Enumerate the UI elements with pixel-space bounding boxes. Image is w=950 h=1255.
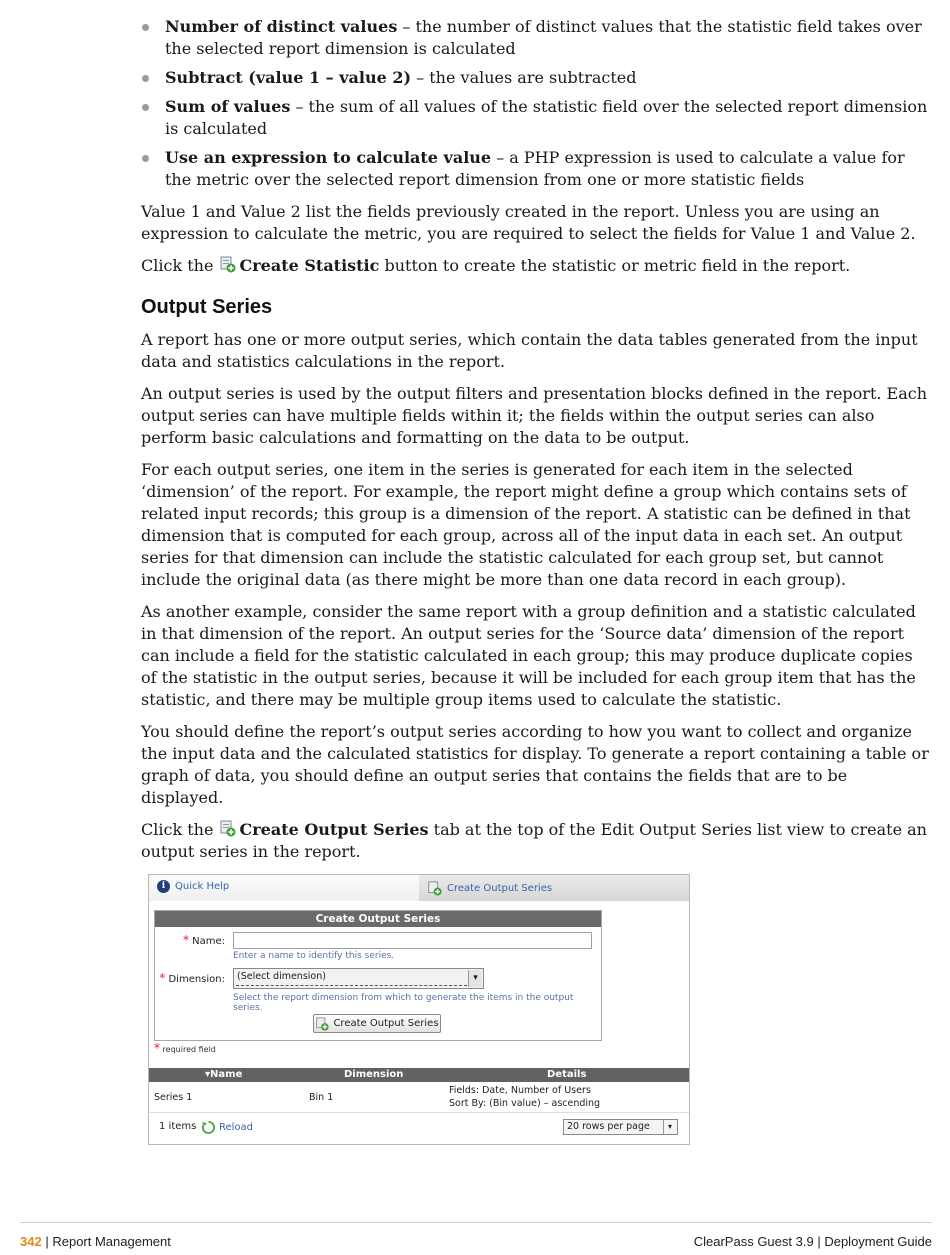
cell-details-sort: Sort By: (Bin value) – ascending (449, 1098, 601, 1109)
product-name: ClearPass Guest 3.9 (693, 1234, 814, 1249)
cell-details-fields: Fields: Date, Number of Users (449, 1085, 591, 1096)
dimension-select[interactable]: (Select dimension) ▾ (233, 968, 484, 989)
form-title: Create Output Series (155, 911, 601, 927)
add-icon (315, 1017, 329, 1031)
cell-dimension: Bin 1 (309, 1092, 334, 1103)
bullet-icon (142, 75, 149, 82)
page-number: 342 (20, 1234, 42, 1249)
reload-icon (201, 1120, 216, 1135)
document-body (141, 16, 931, 873)
list-item: Subtract (value 1 – value 2) – the values are subtracted (141, 67, 931, 89)
paragraph: For each output series, one item in the series is generated for each item in the selected ‘dimension’ of the report. For example, the report might define a group which contains sets of related input records; this group is a dimension of the report. A statistic can be defined in that dimension that is computed for each group, across all of the input data in each set. An output series for that dimension can include the statistic calculated for each group set, but cannot include the original data (as there might be more than one data record in each group). (141, 460, 911, 589)
items-count: 1 items (159, 1121, 197, 1132)
paragraph-click-statistic: Click the Create Statistic button to create the statistic or metric field in the report. (141, 256, 851, 275)
required-marker: * (154, 1041, 160, 1055)
create-output-series-form (154, 910, 602, 1041)
required-marker: * (159, 971, 166, 985)
paragraph: You should define the report’s output series according to how you want to collect and organize the input data and the calculated statistics for display. To generate a report containing a table or graph of data, you should define an output series that contains the fields that are to be displayed. (141, 722, 929, 807)
chevron-down-icon: ▾ (468, 970, 482, 987)
list-item: Sum of values – the sum of all values of the statistic field over the selected report dimension is calculated (141, 96, 931, 140)
bullet-icon (142, 24, 149, 31)
chevron-down-icon: ▾ (663, 1120, 676, 1134)
section-title: Output Series (141, 296, 273, 318)
name-input[interactable] (233, 932, 592, 949)
function-list (141, 16, 931, 191)
add-icon (427, 881, 442, 896)
tab-bar (149, 875, 689, 901)
add-statistic-icon (219, 256, 236, 273)
list-item: Use an expression to calculate value – a PHP expression is used to calculate a value for the metric over the selected report dimension from one or more statistic fields (141, 147, 931, 191)
reload-link[interactable]: Reload (201, 1120, 253, 1135)
table-row[interactable] (149, 1084, 689, 1113)
name-label: * Name: (182, 933, 225, 947)
paragraph: An output series is used by the output filters and presentation blocks defined in the report. Each output series can have multiple fields within it; the fields within the output series can also perform basic calculations and formatting on the data to be output. (141, 384, 928, 447)
required-note: * required field (154, 1041, 216, 1055)
column-header-dimension[interactable]: Dimension (344, 1069, 404, 1080)
dimension-hint: Select the report dimension from which to generate the items in the output series. (233, 993, 574, 1013)
tab-create-output-series[interactable]: Create Output Series (419, 875, 689, 901)
column-header-details[interactable]: Details (547, 1069, 587, 1080)
paragraph-click-output: Click the Create Output Series tab at the top of the Edit Output Series list view to create an output series in the report. (141, 820, 927, 861)
create-output-series-screenshot (148, 874, 690, 1145)
create-output-series-button[interactable]: Create Output Series (313, 1014, 441, 1033)
paragraph: As another example, consider the same report with a group definition and a statistic calculated in that dimension of the report. An output series for the ‘Source data’ dimension of the report can include a field for the statistic calculated in each group; this may produce duplicate copies of the statistic in the output series, because it will be included for each group item that has the statistic, and there may be multiple group items used to calculate the statistic. (141, 602, 916, 709)
info-icon: i (157, 880, 170, 893)
name-hint: Enter a name to identify this series. (233, 951, 395, 961)
dimension-label: * Dimension: (159, 971, 225, 985)
paragraph: A report has one or more output series, which contain the data tables generated from the input data and statistics calculations in the report. (141, 330, 918, 371)
chapter-title: Report Management (52, 1234, 171, 1249)
column-header-name[interactable]: ▾ Name (205, 1069, 243, 1080)
cell-name: Series 1 (154, 1092, 193, 1103)
required-marker: * (182, 933, 189, 947)
add-output-series-icon (219, 820, 236, 837)
rows-per-page-select[interactable]: 20 rows per page ▾ (563, 1119, 678, 1135)
page-footer: 342 | Report Management ClearPass Guest 3.9 | Deployment Guide (20, 1222, 932, 1255)
bullet-icon (142, 155, 149, 162)
bullet-icon (142, 104, 149, 111)
table-header (149, 1068, 689, 1082)
guide-title: Deployment Guide (824, 1234, 932, 1249)
list-item: Number of distinct values – the number of distinct values that the statistic field takes over the selected report dimension is calculated (141, 16, 931, 60)
table-footer (149, 1115, 689, 1143)
tab-quick-help[interactable]: i Quick Help (157, 880, 229, 893)
paragraph: Value 1 and Value 2 list the fields previously created in the report. Unless you are using an expression to calculate the metric, you are required to select the fields for Value 1 and Value 2. (141, 202, 916, 243)
